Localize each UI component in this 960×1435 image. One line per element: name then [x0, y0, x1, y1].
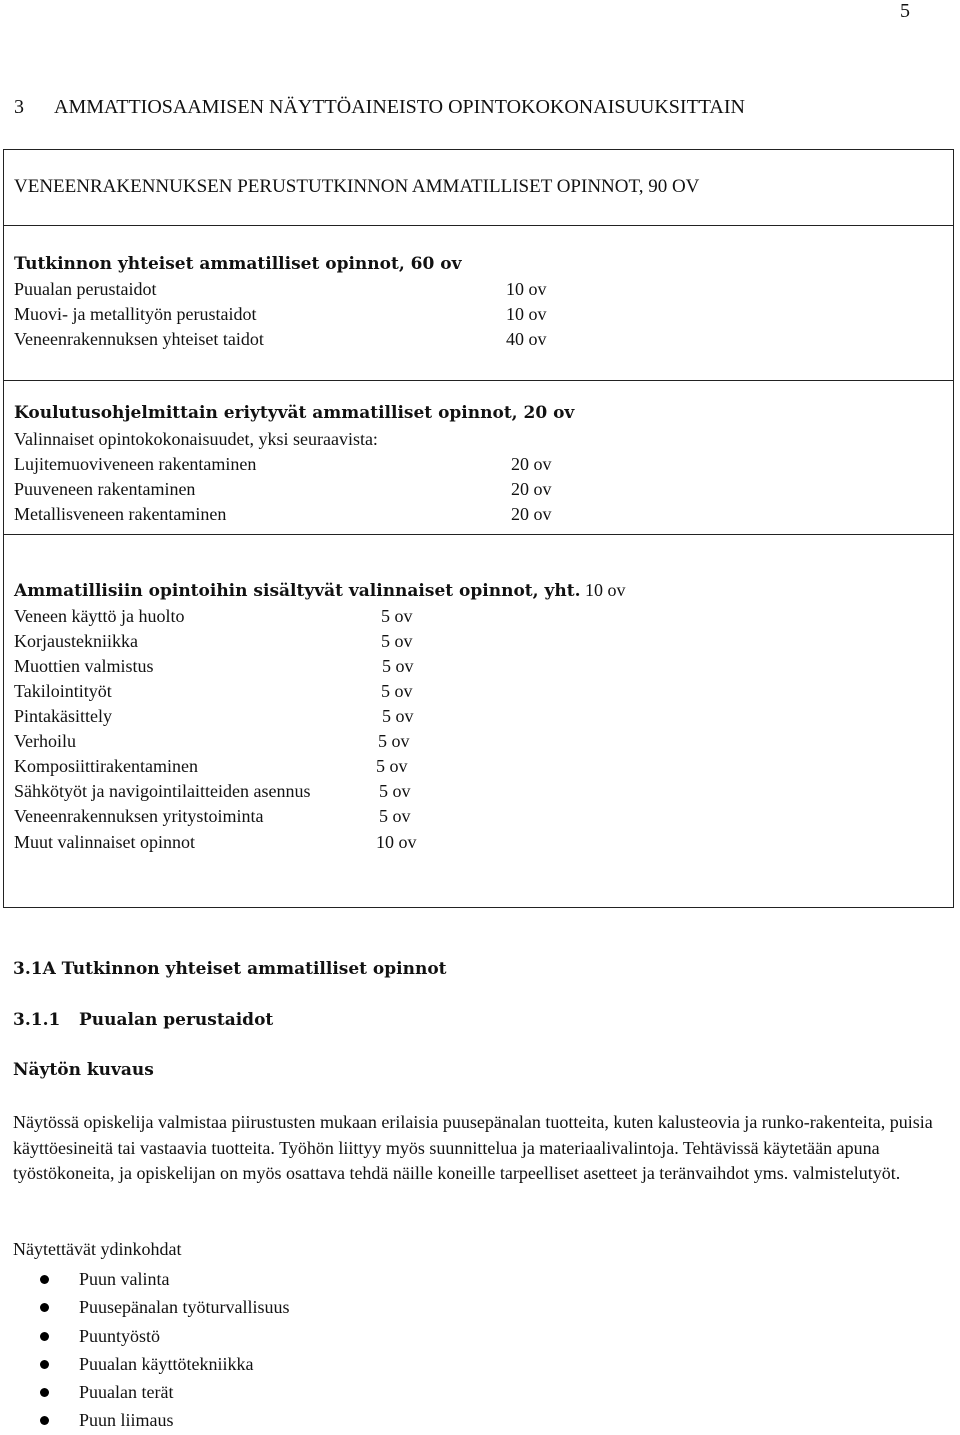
course-credits: 5 ov [381, 606, 413, 626]
demo-heading: Näytön kuvaus [13, 1060, 154, 1080]
bullet-icon [40, 1416, 49, 1425]
course-credits: 5 ov [378, 731, 410, 751]
course-row [14, 304, 547, 329]
course-credits: 5 ov [376, 756, 408, 776]
course-row [14, 832, 417, 857]
course-credits: 5 ov [381, 681, 413, 701]
course-credits: 5 ov [381, 631, 413, 651]
bullet-icon [40, 1275, 49, 1284]
electives-title-row [14, 580, 626, 605]
course-name: Muottien valmistus [14, 656, 154, 676]
chapter-number: 3 [14, 96, 24, 118]
course-name: Verhoilu [14, 731, 76, 751]
chapter-heading [14, 96, 745, 119]
course-name: Veneenrakennuksen yritystoiminta [14, 806, 264, 826]
course-name: Takilointityöt [14, 681, 112, 701]
course-credits: 5 ov [382, 656, 414, 676]
common-studies-box [3, 225, 954, 381]
course-name: Puualan perustaidot [14, 279, 157, 299]
course-row [14, 806, 411, 831]
bullet-icon [40, 1303, 49, 1312]
course-name: Veneenrakennuksen yhteiset taidot [14, 329, 264, 349]
course-credits: 5 ov [382, 706, 414, 726]
chapter-title: AMMATTIOSAAMISEN NÄYTTÖAINEISTO OPINTOKOKONAISUUKSITTAIN [54, 96, 745, 118]
specialisation-box [3, 380, 954, 535]
specialisation-title: Koulutusohjelmittain eriytyvät ammatilliset opinnot, 20 ov [14, 403, 575, 423]
specialisation-subtitle: Valinnaiset opintokokonaisuudet, yksi seuraavista: [14, 429, 378, 449]
list-item [40, 1265, 289, 1293]
electives-box [3, 534, 954, 908]
course-name: Veneen käyttö ja huolto [14, 606, 185, 626]
electives-total: 10 ov [585, 580, 626, 600]
core-points-label: Näytettävät ydinkohdat [13, 1239, 182, 1259]
section-heading-3-1-1 [13, 1010, 273, 1030]
list-item [40, 1322, 289, 1350]
course-row [14, 731, 410, 756]
course-row [14, 756, 408, 781]
course-credits: 5 ov [379, 781, 411, 801]
degree-title: VENEENRAKENNUKSEN PERUSTUTKINNON AMMATILLISET OPINNOT, 90 OV [14, 176, 700, 197]
course-name: Muut valinnaiset opinnot [14, 832, 195, 852]
list-item-text: Puuntyöstö [79, 1325, 161, 1346]
bullet-icon [40, 1332, 49, 1341]
course-row [14, 656, 414, 681]
course-row [14, 781, 411, 806]
course-row [14, 606, 413, 631]
page-number: 5 [900, 0, 910, 22]
course-row [14, 279, 547, 304]
degree-title-box [3, 149, 954, 226]
course-credits: 5 ov [379, 806, 411, 826]
bullet-icon [40, 1360, 49, 1369]
course-row [14, 681, 413, 706]
core-points-list [40, 1265, 289, 1435]
course-credits: 20 ov [511, 454, 552, 474]
course-name: Muovi- ja metallityön perustaidot [14, 304, 257, 324]
course-row [14, 504, 552, 529]
course-name: Metallisveneen rakentaminen [14, 504, 227, 524]
list-item [40, 1293, 289, 1321]
course-credits: 20 ov [511, 479, 552, 499]
bullet-icon [40, 1388, 49, 1397]
list-item [40, 1350, 289, 1378]
demo-description: Näytössä opiskelija valmistaa piirustusten mukaan erilaisia puusepänalan tuotteita, kuten kalusteovia ja runko-rakenteita, puisia käyttöesineitä tai vastaavia tuotteita. Työhön liittyy myös suunnittelua ja materiaalivalintoja. Tehtävissä käytetään apuna työstökoneita, ja opiskelijan on myös osattava tehdä näille koneille tarpeelliset asetteet ja teränvaihdot yms. valmistelutyöt. [13, 1112, 933, 1183]
course-credits: 10 ov [376, 832, 417, 852]
section-heading-3-1a: 3.1A Tutkinnon yhteiset ammatilliset opinnot [13, 959, 447, 979]
course-credits: 10 ov [506, 304, 547, 324]
course-name: Sähkötyöt ja navigointilaitteiden asennus [14, 781, 311, 801]
list-item [40, 1406, 289, 1434]
list-item-text: Puualan käyttötekniikka [79, 1353, 254, 1374]
course-name: Lujitemuoviveneen rakentaminen [14, 454, 257, 474]
electives-title: Ammatillisiin opintoihin sisältyvät valinnaiset opinnot, yht. [14, 581, 581, 601]
list-item-text: Puualan terät [79, 1382, 174, 1403]
list-item [40, 1378, 289, 1406]
course-credits: 20 ov [511, 504, 552, 524]
course-row [14, 706, 414, 731]
course-name: Korjaustekniikka [14, 631, 138, 651]
course-row [14, 479, 552, 504]
course-row [14, 329, 547, 354]
course-name: Pintakäsittely [14, 706, 112, 726]
course-row [14, 454, 552, 479]
list-item-text: Puun valinta [79, 1269, 170, 1289]
section-number: 3.1.1 [13, 1010, 61, 1030]
list-item-text: Puun liimaus [79, 1410, 174, 1431]
list-item-text: Puusepänalan työturvallisuus [79, 1297, 290, 1318]
course-row [14, 631, 413, 656]
course-name: Komposiittirakentaminen [14, 756, 198, 776]
common-studies-title: Tutkinnon yhteiset ammatilliset opinnot, 60 ov [14, 254, 462, 274]
course-name: Puuveneen rakentaminen [14, 479, 196, 499]
course-credits: 10 ov [506, 279, 547, 299]
section-title: Puualan perustaidot [79, 1010, 274, 1030]
course-credits: 40 ov [506, 329, 547, 349]
